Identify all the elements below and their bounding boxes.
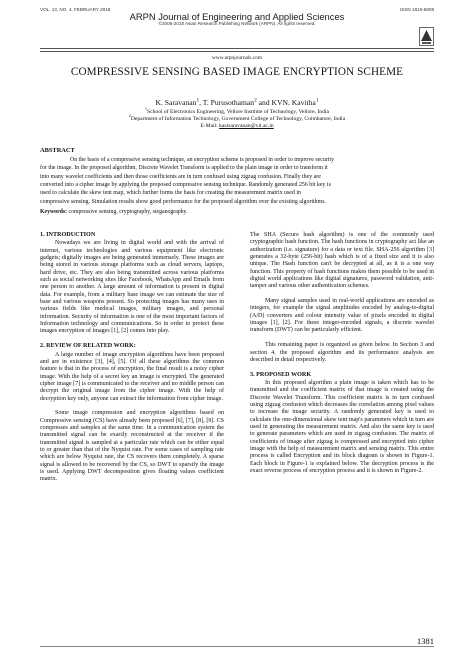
keywords-label: Keywords:	[40, 209, 68, 215]
affiliation-1	[0, 109, 474, 115]
author-list	[0, 98, 474, 107]
author-name: K. Saravanan	[155, 98, 197, 107]
affiliation-text: School of Electronics Engineering, Vellore Institute of Technology, Vellore, India	[147, 109, 329, 115]
abstract-line: for the image. In the proposed algorithm, Discrete Wavelet Transform is applied to the plain image in order to transform it	[40, 165, 328, 172]
header-rule-bottom	[40, 51, 434, 52]
affiliation-mark: 2	[128, 114, 131, 119]
affiliation-text: Department of Information Technology, Government College of Technology, Coimbatore, India	[130, 116, 346, 122]
section-heading-introduction: 1. INTRODUCTION	[40, 232, 96, 238]
paper-title: COMPRESSIVE SENSING BASED IMAGE ENCRYPTION SCHEME	[70, 66, 404, 78]
footer-rule	[40, 646, 434, 647]
section-heading-proposed-work: 3. PROPOSED WORK	[250, 371, 312, 378]
abstract-line: used to calculate the skew tent map, which further forms the basis for creating the measurement matrix used in	[40, 190, 301, 197]
email-label: E-Mail:	[200, 123, 220, 129]
email-line	[0, 123, 474, 129]
paragraph: Some image compression and encryption algorithms based on Compressive sensing (CS) have already been proposed [6], [7], [8], [9]. CS compresses and samples at the same time. In a communication system the transmitted signal can be exactly reconstructed at the receiver if the transmitted signal is sampled at a particular rate which can be either equal to or greater than that of the Nyquist rate. For some cases of sampling rate which are below Nyquist rate, the CS recovers them completely. A sparse signal is allowed to be recovered by the CS, so DWT to sparsify the image is used. Applying DWT decomposition gives floating values coefficient matrix.	[40, 410, 224, 483]
affiliation-mark: 1	[145, 107, 147, 112]
header-rule-top	[40, 48, 434, 49]
abstract-line: into many wavelet coefficients and then those coefficients are in turn confused using zigzag confusion. Finally they are	[40, 173, 321, 180]
page-number: 1381	[416, 636, 434, 646]
author-name: T. Purusothaman	[202, 98, 255, 107]
issn: ISSN 1819-6608	[400, 7, 434, 12]
paragraph: Nowadays we are living in digital world and with the arrival of internet, various technologies and various equipment like electronic gadgets; digitally images are being generated immensely. These images are being stored in various storage platforms such as cloud servers, laptops, hard drive, etc. They are also being transmitted across various platforms such as social networking sites like Facebook, WhatsApp and Emails from one person to another. A large amount of information is present in digital data. For example, from a military base image we can estimate the size of base and various weapons present. So protecting images has many uses in various fields like medical images, military images, and personal information. Security of information is one of the most important factors of Information technology and communications. So in order to protect these images encryption of images [1], [2] comes into play.	[40, 240, 224, 335]
copyright: ©2006-2018 Asian Research Publishing Network (ARPN). All rights reserved.	[158, 21, 316, 26]
paragraph: Many signal samples used in real-world applications are encoded as integers, for example the signal amplitudes encoded by analog-to-digital (A/D) converters and colour intensity value of pixels encoded in digital images [1], [2]. For these integer-encoded signals, a discrete wavelet transform (DWT) can be particularly efficient.	[250, 298, 434, 334]
author-affiliation-mark: 1	[196, 97, 200, 104]
author-separator: ,	[199, 98, 203, 107]
paragraph: A large number of image encryption algorithms have been proposed and are in existence [3], [4], [5]. Of all these algorithms the common feature is that in the process of encryption, the final result is a noisy cipher image. With the help of a secret key an image is encrypted. The generated cipher image [7] is communicated to the receiver and no middle person can decrypt the original image from the cipher image. With the help of decryption key only, anyone can extract the information from cipher image.	[40, 351, 224, 402]
author-separator: and	[256, 98, 272, 107]
abstract-line: On the basis of a compressive sensing technique, an encryption scheme is proposed in order to improve security	[70, 157, 335, 163]
journal-url: www.arpnjournals.com	[211, 55, 263, 61]
author-name: KVN. Kavitha	[271, 98, 316, 107]
abstract-line: compressive sensing. Simulation results show good performance for the proposed algorithm over the existing algorithms.	[40, 198, 326, 205]
keywords	[40, 209, 434, 215]
email-link[interactable]: kasisaravanan@vit.ac.in	[219, 123, 274, 129]
paragraph: The SHA (Secure hash algorithm) is one of the commonly used cryptographic hash function. The hash functions in cryptography act like an authorization (i.e. signature) for a data or text file. SHA-256 algorithm [3] generates a 32-byte (256-bit) hash which is of a fixed size and it is also unique. The Hash function can't be decrypted at all, as it is a one way function. This property of hash functions makes them possible to be used in digital world applications like digital signatures, password validation, anti-tamper and various other authentication schemes.	[250, 232, 434, 290]
author-affiliation-mark: 1	[315, 97, 319, 104]
journal-name: ARPN Journal of Engineering and Applied Sciences	[129, 11, 345, 22]
section-heading-review: 2. REVIEW OF RELATED WORK:	[40, 343, 136, 350]
abstract-heading: ABSTRACT	[40, 147, 75, 154]
abstract-line: converted into a cipher image by applying the proposed compressive sensing technique. Randomly generated 256 bit key is	[40, 182, 331, 189]
right-column	[250, 232, 434, 483]
volume-line: VOL. 13, NO. 4, FEBRUARY 2018	[40, 7, 111, 12]
abstract-body	[40, 156, 434, 206]
paragraph: In this proposed algorithm a plain image is taken which has to be transmitted and the coefficient matrix of that image is created using the Discrete Wavelet Transform. This coefficient matrix is in turn confused using zigzag confusion which decreases the correlation among pixel values to increase the image security. A randomly generated key is used to calculate the one-dimensional skew tent map's parameters which in turn are used in generating the measurement matrix. And also the same key is used to generate parameters which are used in zigzag confusion. The matrix of coefficients of image after zigzag is compressed and encrypted into cipher image with the help of measurement matrix and sensing matrix. This entire process is called Encryption and its block diagram is shown in Figure-1. Each block in Figure-1 is explained below. The decryption process is the exact reverse process of encryption process and it is shown in Figure-2.	[250, 379, 434, 474]
author-affiliation-mark: 2	[254, 97, 257, 104]
paragraph: This remaining paper is organized as given below. In Section 3 and section 4, the proposed algorithm and its performance analysis are described in detail respectively.	[250, 342, 434, 363]
keywords-text: compressive sensing, cryptography, steganography.	[67, 209, 188, 215]
left-column	[40, 232, 224, 491]
affiliation-2	[0, 116, 474, 122]
journal-logo-icon	[419, 27, 434, 46]
